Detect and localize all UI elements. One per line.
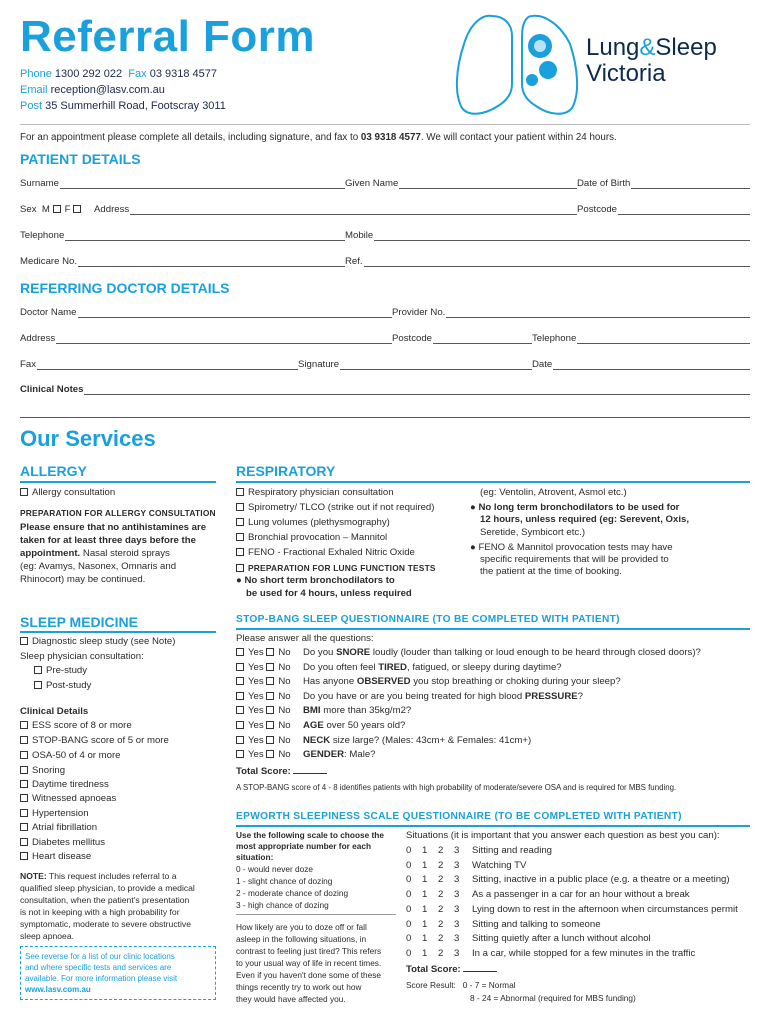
resp-checkbox[interactable]	[236, 503, 244, 511]
score-option[interactable]: 0	[406, 845, 412, 856]
allergy-prep-text: taken for at least three days before the	[20, 535, 196, 546]
ref-field[interactable]: Ref.	[345, 256, 750, 267]
clinical-checkbox[interactable]	[20, 852, 28, 860]
clinical-checkbox[interactable]	[20, 794, 28, 802]
stopbang-question: Yes No Do you SNORE loudly (louder than talking or loud enough to be heard through closed doors)?	[236, 647, 291, 658]
clinical-checkbox[interactable]	[20, 823, 28, 831]
stopbang-question-text: BMI more than 35kg/m2?	[303, 705, 412, 717]
yes-checkbox[interactable]	[236, 750, 244, 758]
score-option[interactable]: 0	[406, 918, 412, 930]
epworth-scale: 0 - would never doze	[236, 864, 314, 874]
website-link[interactable]: www.lasv.com.au	[25, 985, 91, 994]
epworth-total: Total Score:	[406, 964, 497, 975]
situation-text: Sitting and reading	[472, 845, 553, 856]
stopbang-question: Yes No BMI more than 35kg/m2?	[236, 705, 291, 716]
score-option[interactable]: 0	[406, 947, 412, 959]
doctor-postcode-field[interactable]: Postcode	[392, 333, 532, 344]
sleep-diag-checkbox[interactable]	[20, 637, 28, 645]
situation-text: Sitting, inactive in a public place (e.g. a theatre or a meeting)	[472, 874, 730, 886]
sex-m-checkbox[interactable]	[53, 205, 61, 213]
yes-checkbox[interactable]	[236, 736, 244, 744]
score-option[interactable]: 0	[406, 933, 412, 945]
epworth-scale: 3 - high chance of dozing	[236, 900, 329, 910]
no-checkbox[interactable]	[266, 736, 274, 744]
epworth-situation	[406, 948, 695, 959]
stopbang-question-text: AGE over 50 years old?	[303, 720, 406, 731]
stopbang-question: Yes No Do you have or are you being treated for high blood PRESSURE?	[236, 691, 291, 702]
sleep-post-option[interactable]: Post-study	[34, 680, 91, 691]
contact-phone: Phone 1300 292 022 Fax 03 9318 4577	[20, 68, 217, 80]
score-option[interactable]: 3	[454, 903, 460, 915]
situation-text: As a passenger in a car for an hour without a break	[472, 889, 690, 901]
sleep-note: NOTE: This request includes referral to a	[20, 871, 177, 881]
provider-no-field[interactable]: Provider No.	[392, 307, 750, 318]
stopbang-total: Total Score:	[236, 766, 327, 777]
resp-checkbox[interactable]	[236, 548, 244, 556]
no-checkbox[interactable]	[266, 692, 274, 700]
divider	[20, 124, 750, 125]
score-option[interactable]: 1	[422, 889, 428, 901]
clinical-detail-option[interactable]: Witnessed apnoeas	[20, 793, 116, 804]
stopbang-question-text: NECK size large? (Males: 43cm+ & Females: 41cm+)	[303, 734, 532, 746]
doctor-telephone-field[interactable]: Telephone	[532, 333, 750, 344]
epworth-scale: Use the following scale to choose the	[236, 830, 384, 840]
clinical-checkbox[interactable]	[20, 736, 28, 744]
sleep-note: symptomatic, moderate to severe obstructive	[20, 919, 191, 929]
dob-field[interactable]: Date of Birth	[577, 178, 750, 189]
no-checkbox[interactable]	[266, 721, 274, 729]
epworth-situation	[406, 889, 690, 900]
epworth-how: Even if you haven't done some of these	[236, 970, 382, 980]
resp-checkbox[interactable]	[236, 533, 244, 541]
score-option[interactable]: 0	[406, 889, 412, 901]
allergy-consult-checkbox[interactable]	[20, 488, 28, 496]
clinical-detail-option[interactable]: Snoring	[20, 765, 65, 776]
surname-field[interactable]: Surname	[20, 178, 345, 189]
resp-option[interactable]: FENO - Fractional Exhaled Nitric Oxide	[236, 547, 415, 558]
score-option[interactable]: 1	[422, 933, 428, 945]
allergy-prep-text: Rhinocort) may be continued.	[20, 574, 146, 585]
mobile-field[interactable]: Mobile	[345, 230, 750, 241]
clinical-checkbox[interactable]	[20, 809, 28, 817]
score-option[interactable]: 0	[406, 859, 412, 871]
doctor-address-field[interactable]: Address	[20, 333, 392, 344]
doctor-signature-field[interactable]: Signature	[298, 359, 532, 370]
yes-checkbox[interactable]	[236, 692, 244, 700]
contact-email: Email reception@lasv.com.au	[20, 84, 165, 96]
epworth-how: How likely are you to doze off or fall	[236, 922, 367, 932]
doctor-date-field[interactable]: Date	[532, 359, 750, 370]
sex-field: Sex M F	[20, 204, 85, 215]
allergy-prep-text: (eg: Avamys, Nasonex, Omnaris and	[20, 561, 177, 572]
intro-text: For an appointment please complete all details, including signature, and fax to 03 9318 4577. We will contact your patient within 24 hours.	[20, 132, 617, 143]
resp-prep-heading: PREPARATION FOR LUNG FUNCTION TESTS	[236, 563, 436, 573]
clinical-detail-option[interactable]: ESS score of 8 or more	[20, 720, 132, 731]
logo-text-line1: Lung&Sleep	[586, 34, 717, 61]
sleep-medicine-heading: SLEEP MEDICINE	[20, 614, 138, 630]
given-name-field[interactable]: Given Name	[345, 178, 577, 189]
score-option[interactable]: 1	[422, 903, 428, 915]
clinical-checkbox[interactable]	[20, 721, 28, 729]
allergy-consult-option[interactable]: Allergy consultation	[20, 487, 115, 498]
situation-text: Watching TV	[472, 859, 527, 871]
score-option[interactable]: 3	[454, 933, 460, 945]
resp-bullet-cont: Seretide, Symbicort etc.)	[480, 527, 586, 538]
yes-checkbox[interactable]	[236, 706, 244, 714]
score-option[interactable]: 2	[438, 918, 444, 930]
situation-text: In a car, while stopped for a few minutes in the traffic	[472, 947, 696, 959]
score-option[interactable]: 3	[454, 845, 460, 856]
epworth-situation	[406, 874, 730, 885]
resp-bullet: ● No long term bronchodilators to be used for	[470, 502, 680, 513]
epworth-how: contrast to feeling just tired? This refers	[236, 946, 382, 956]
clinical-details-heading: Clinical Details	[20, 706, 89, 717]
score-option[interactable]: 2	[438, 903, 444, 915]
lung-logo-icon	[452, 10, 587, 122]
allergy-prep-text: Please ensure that no antihistamines are	[20, 522, 207, 533]
clinical-checkbox[interactable]	[20, 838, 28, 846]
situation-text: Sitting and talking to someone	[472, 918, 601, 930]
stopbang-question: Yes No AGE over 50 years old?	[236, 720, 291, 731]
stopbang-question-text: Has anyone OBSERVED you stop breathing or choking during your sleep?	[303, 676, 621, 688]
clinical-checkbox[interactable]	[20, 751, 28, 759]
score-option[interactable]: 2	[438, 947, 444, 959]
score-option[interactable]: 1	[422, 845, 428, 856]
patient-details-heading: PATIENT DETAILS	[20, 151, 141, 167]
epworth-situation	[406, 904, 738, 915]
allergy-prep-text: appointment. Nasal steroid sprays	[20, 548, 170, 559]
sleep-note: is not in keeping with a high probability for	[20, 907, 180, 917]
stopbang-heading: STOP-BANG SLEEP QUESTIONNAIRE (TO BE COMPLETED WITH PATIENT)	[236, 614, 620, 625]
allergy-heading: ALLERGY	[20, 463, 87, 479]
epworth-scale: 2 - moderate chance of dozing	[236, 888, 349, 898]
score-option[interactable]: 2	[438, 889, 444, 901]
post-study-checkbox[interactable]	[34, 681, 42, 689]
pre-study-checkbox[interactable]	[34, 666, 42, 674]
services-heading: Our Services	[20, 426, 156, 451]
situations-heading: Situations (it is important that you answer each question as best you can):	[406, 830, 720, 841]
resp-bullet-cont: 12 hours, unless required (eg: Serevent, Oxis,	[480, 514, 690, 525]
resp-bullet: ● No short term bronchodilators to	[236, 575, 395, 586]
stopbang-question-text: Do you SNORE loudly (louder than talking or loud enough to be heard through closed doors)?	[303, 647, 701, 658]
score-result: 8 - 24 = Abnormal (required for MBS funding)	[470, 993, 636, 1003]
score-option[interactable]: 3	[454, 874, 460, 886]
clinical-notes-field[interactable]: Clinical Notes	[20, 384, 750, 395]
info-box: See reverse for a list of our clinic locations and where specific tests and services are available. For more information please visit www.lasv.com.au	[20, 946, 216, 1000]
epworth-how: they would have affected you.	[236, 994, 346, 1004]
yes-checkbox[interactable]	[236, 663, 244, 671]
epworth-underline	[236, 825, 750, 827]
situation-text: Sitting quietly after a lunch without alcohol	[472, 933, 651, 945]
respiratory-underline	[236, 481, 750, 483]
stopbang-total-input[interactable]	[293, 773, 327, 774]
epworth-how: asleep in the following situations, in	[236, 934, 367, 944]
epworth-heading: EPWORTH SLEEPINESS SCALE QUESTIONNAIRE (TO BE COMPLETED WITH PATIENT)	[236, 811, 682, 822]
resp-bullet-cont: be used for 4 hours, unless required	[246, 588, 412, 599]
email-link[interactable]: reception@lasv.com.au	[50, 84, 165, 96]
stopbang-underline	[236, 628, 750, 630]
no-checkbox[interactable]	[266, 750, 274, 758]
score-option[interactable]: 3	[454, 947, 460, 959]
resp-note: (eg: Ventolin, Atrovent, Asmol etc.)	[480, 487, 627, 498]
score-option[interactable]: 0	[406, 903, 412, 915]
score-option[interactable]: 3	[454, 918, 460, 930]
doctor-details-heading: REFERRING DOCTOR DETAILS	[20, 280, 230, 296]
score-option[interactable]: 2	[438, 859, 444, 871]
stopbang-footnote: A STOP-BANG score of 4 - 8 identifies patients with high probability of moderate/severe OSA and is required for MBS funding.	[236, 783, 677, 792]
score-option[interactable]: 2	[438, 845, 444, 856]
contact-post: Post 35 Summerhill Road, Footscray 3011	[20, 100, 226, 112]
clinical-detail-option[interactable]: OSA-50 of 4 or more	[20, 750, 121, 761]
address-field[interactable]: Address	[94, 204, 577, 215]
medicare-field[interactable]: Medicare No.	[20, 256, 345, 267]
sleep-note: consultation, when the patient's presentation	[20, 895, 190, 905]
score-option[interactable]: 2	[438, 933, 444, 945]
clinical-detail-option[interactable]: Heart disease	[20, 851, 91, 862]
resp-checkbox[interactable]	[236, 488, 244, 496]
telephone-field[interactable]: Telephone	[20, 230, 345, 241]
stopbang-question: Yes No GENDER: Male?	[236, 749, 291, 760]
clinical-notes-line-2[interactable]	[20, 417, 750, 418]
score-option[interactable]: 1	[422, 874, 428, 886]
score-result: Score Result: 0 - 7 = Normal	[406, 980, 516, 990]
clinical-checkbox[interactable]	[20, 766, 28, 774]
score-option[interactable]: 1	[422, 947, 428, 959]
epworth-divider	[236, 914, 396, 915]
score-option[interactable]: 3	[454, 889, 460, 901]
resp-bullet-cont: the patient at the time of booking.	[480, 566, 622, 577]
epworth-situation	[406, 933, 651, 944]
stopbang-question-text: Do you often feel TIRED, fatigued, or sleepy during daytime?	[303, 661, 562, 673]
score-option[interactable]: 3	[454, 859, 460, 871]
score-option[interactable]: 1	[422, 859, 428, 871]
sleep-pre-option[interactable]: Pre-study	[34, 665, 87, 676]
score-option[interactable]: 2	[438, 874, 444, 886]
epworth-how: to your usual way of life in recent times.	[236, 958, 382, 968]
yes-checkbox[interactable]	[236, 648, 244, 656]
resp-option[interactable]: Lung volumes (plethysmography)	[236, 517, 390, 528]
resp-bullet: ● FENO & Mannitol provocation tests may have	[470, 542, 673, 553]
no-checkbox[interactable]	[266, 648, 274, 656]
yes-checkbox[interactable]	[236, 677, 244, 685]
situation-text: Lying down to rest in the afternoon when circumstances permit	[472, 903, 738, 915]
respiratory-heading: RESPIRATORY	[236, 463, 336, 479]
epworth-scale: most appropriate number for each	[236, 841, 372, 851]
stopbang-question-text: Do you have or are you being treated for high blood PRESSURE?	[303, 690, 583, 702]
epworth-how: things recently try to work out how	[236, 982, 362, 992]
clinical-detail-option[interactable]: Daytime tiredness	[20, 779, 109, 790]
resp-option[interactable]: Respiratory physician consultation	[236, 487, 394, 498]
epworth-situation	[406, 845, 552, 856]
no-checkbox[interactable]	[266, 706, 274, 714]
sex-f-checkbox[interactable]	[73, 205, 81, 213]
epworth-situation	[406, 860, 526, 871]
sleep-underline	[20, 631, 216, 633]
sleep-diag-option[interactable]: Diagnostic sleep study (see Note)	[20, 636, 175, 647]
sleep-note: sleep apnoea.	[20, 931, 74, 941]
clinical-checkbox[interactable]	[20, 780, 28, 788]
sleep-note: qualified sleep physician, to provide a medical	[20, 883, 195, 893]
doctor-fax-field[interactable]: Fax	[20, 359, 298, 370]
stopbang-question: Yes No NECK size large? (Males: 43cm+ & Females: 41cm+)	[236, 735, 291, 746]
resp-prep-checkbox[interactable]	[236, 564, 244, 572]
no-checkbox[interactable]	[266, 663, 274, 671]
stopbang-intro: Please answer all the questions:	[236, 633, 374, 644]
resp-option[interactable]: Spirometry/ TLCO (strike out if not required)	[236, 502, 434, 513]
doctor-name-field[interactable]: Doctor Name	[20, 307, 392, 318]
logo-text-line2: Victoria	[586, 60, 666, 87]
epworth-scale: 1 - slight chance of dozing	[236, 876, 333, 886]
epworth-scale: situation:	[236, 852, 274, 862]
clinical-detail-option[interactable]: STOP-BANG score of 5 or more	[20, 735, 169, 746]
score-option[interactable]: 1	[422, 918, 428, 930]
allergy-underline	[20, 481, 216, 483]
resp-bullet-cont: specific requirements that will be provided to	[480, 554, 669, 565]
stopbang-question: Yes No Has anyone OBSERVED you stop breathing or choking during your sleep?	[236, 676, 291, 687]
clinical-detail-option[interactable]: Atrial fibrillation	[20, 822, 97, 833]
clinical-detail-option[interactable]: Hypertension	[20, 808, 89, 819]
resp-option[interactable]: Bronchial provocation – Mannitol	[236, 532, 387, 543]
epworth-situation	[406, 919, 601, 930]
resp-checkbox[interactable]	[236, 518, 244, 526]
stopbang-question-text: GENDER: Male?	[303, 749, 376, 761]
stopbang-question: Yes No Do you often feel TIRED, fatigued, or sleepy during daytime?	[236, 662, 291, 673]
allergy-prep-heading: PREPARATION FOR ALLERGY CONSULTATION	[20, 508, 216, 518]
postcode-field[interactable]: Postcode	[577, 204, 750, 215]
yes-checkbox[interactable]	[236, 721, 244, 729]
score-option[interactable]: 0	[406, 874, 412, 886]
sleep-consult-label: Sleep physician consultation:	[20, 651, 144, 662]
form-title: Referral Form	[20, 12, 316, 61]
clinical-detail-option[interactable]: Diabetes mellitus	[20, 837, 105, 848]
no-checkbox[interactable]	[266, 677, 274, 685]
epworth-total-input[interactable]	[463, 971, 497, 972]
